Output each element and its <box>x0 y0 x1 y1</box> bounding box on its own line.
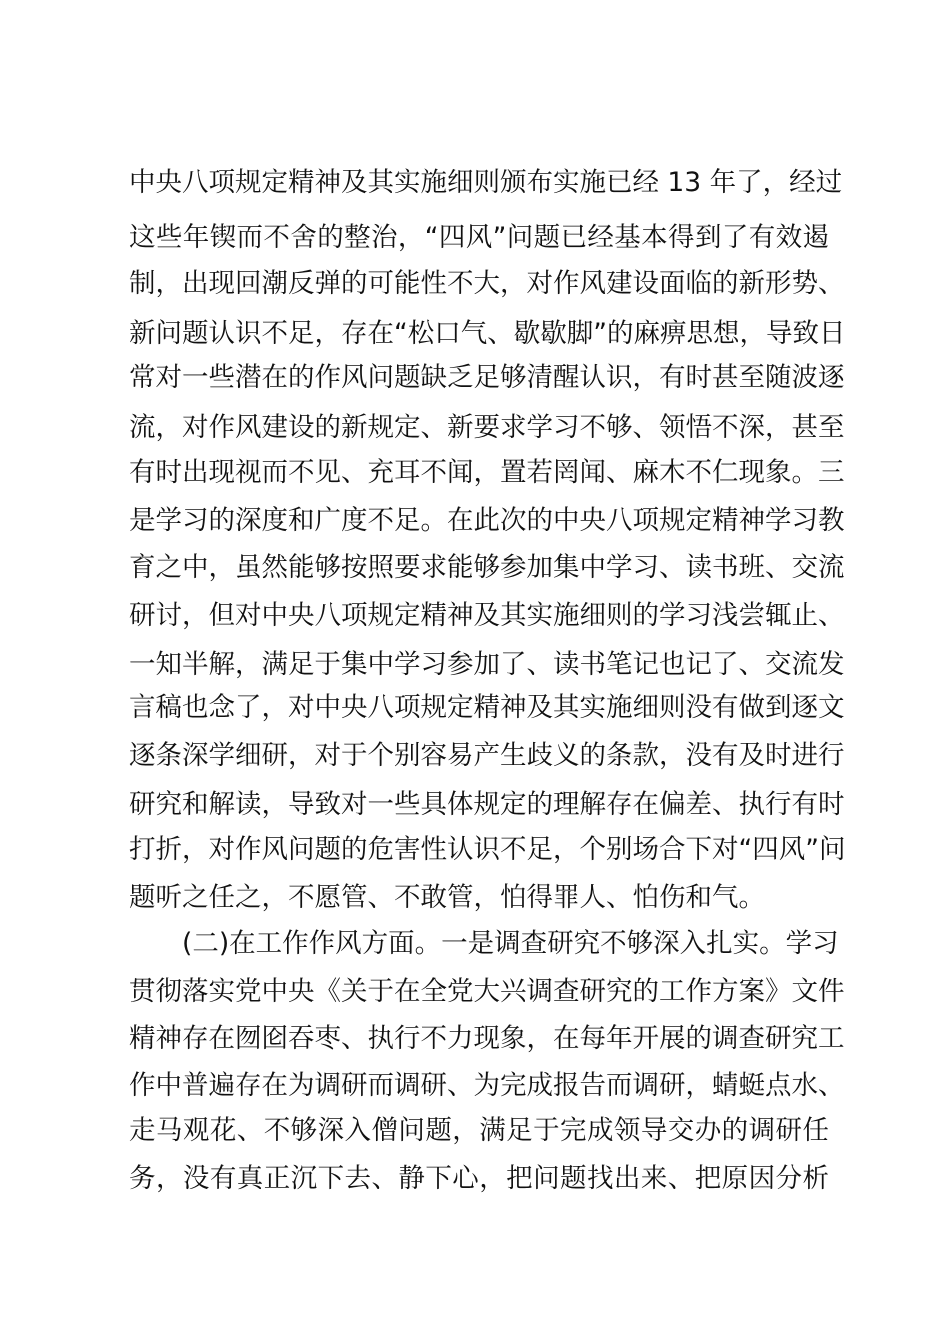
paragraph-line: 打折，对作风问题的危害性认识不足，个别场合下对“四风”问 <box>129 834 846 865</box>
paragraph-line: 育之中，虽然能够按照要求能够参加集中学习、读书班、交流 <box>129 552 845 583</box>
paragraph-line: 常对一些潜在的作风问题缺乏足够清醒认识，有时甚至随波逐 <box>129 362 845 393</box>
paragraph-line: 精神存在囫囵吞枣、执行不力现象，在每年开展的调查研究工 <box>129 1023 845 1054</box>
paragraph-line: 逐条深学细研，对于个别容易产生歧义的条款，没有及时进行 <box>129 740 845 771</box>
paragraph-line: 是学习的深度和广度不足。在此次的中央八项规定精神学习教 <box>129 505 845 536</box>
paragraph-line: 言稿也念了，对中央八项规定精神及其实施细则没有做到逐文 <box>129 692 845 723</box>
paragraph-line: 研讨，但对中央八项规定精神及其实施细则的学习浅尝辄止、 <box>129 600 845 631</box>
paragraph-line: 这些年锲而不舍的整治，“四风”问题已经基本得到了有效遏 <box>129 222 829 253</box>
paragraph-line: (二)在工作作风方面。一是调查研究不够深入扎实。学习 <box>182 928 839 959</box>
paragraph-line: 制，出现回潮反弹的可能性不大，对作风建设面临的新形势、 <box>129 268 845 299</box>
paragraph-line: 作中普遍存在为调研而调研、为完成报告而调研，蜻蜓点水、 <box>129 1070 845 1101</box>
paragraph-line: 流，对作风建设的新规定、新要求学习不够、领悟不深，甚至 <box>129 412 845 443</box>
paragraph-line: 新问题认识不足，存在“松口气、歇歇脚”的麻痹思想，导致日 <box>129 318 846 349</box>
paragraph-line: 一知半解，满足于集中学习参加了、读书笔记也记了、交流发 <box>129 649 845 680</box>
paragraph-line: 研究和解读，导致对一些具体规定的理解存在偏差、执行有时 <box>129 789 845 820</box>
paragraph-line: 题听之任之，不愿管、不敢管，怕得罪人、怕伤和气。 <box>129 882 765 913</box>
paragraph-line: 中央八项规定精神及其实施细则颁布实施已经 13 年了，经过 <box>129 167 843 198</box>
paragraph-line: 有时出现视而不见、充耳不闻，置若罔闻、麻木不仁现象。三 <box>129 457 845 488</box>
paragraph-line: 务，没有真正沉下去、静下心，把问题找出来、把原因分析 <box>129 1163 829 1194</box>
paragraph-line: 贯彻落实党中央《关于在全党大兴调查研究的工作方案》文件 <box>129 976 845 1007</box>
paragraph-line: 走马观花、不够深入僧问题，满足于完成领导交办的调研任 <box>129 1115 829 1146</box>
